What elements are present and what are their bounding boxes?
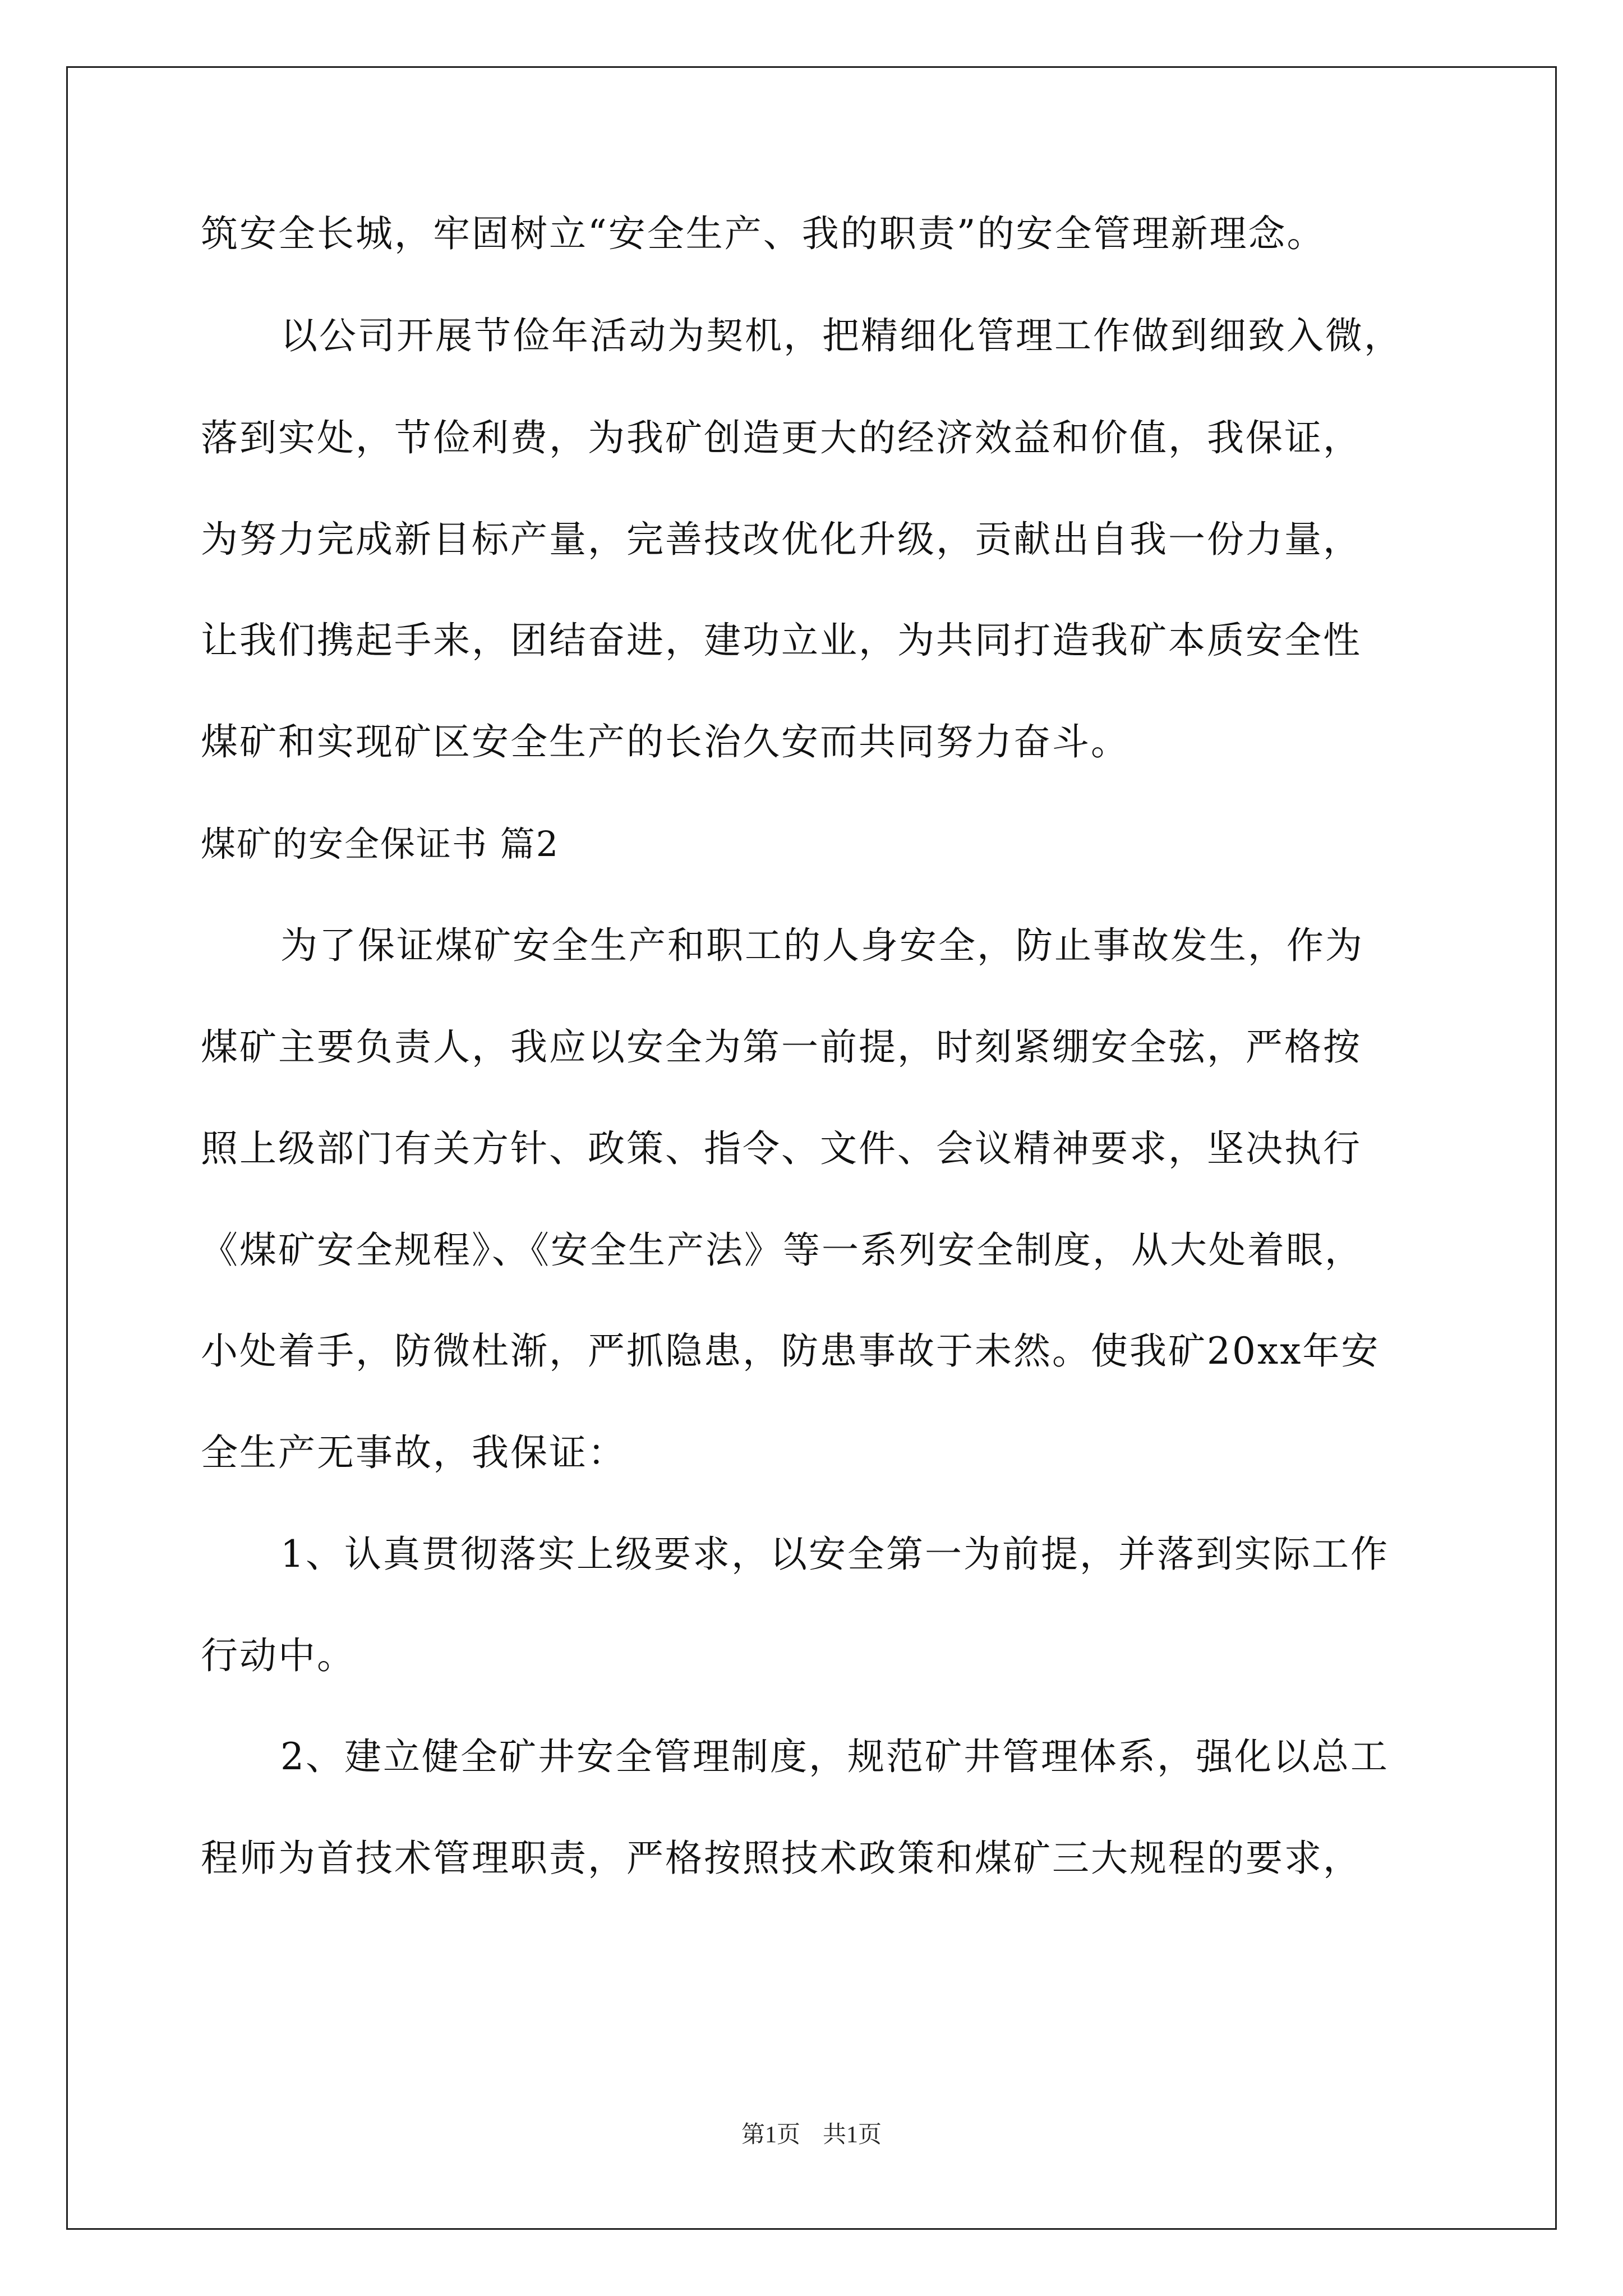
page-number-total: 共1页 [823, 2122, 882, 2148]
body-text-line: 为了保证煤矿安全生产和职工的人身安全，防止事故发生，作为 [280, 924, 1364, 967]
body-text-line: 小处着手，防微杜渐，严抓隐患，防患事故于未然。使我矿20xx年安 [201, 1329, 1380, 1373]
body-text-line: 让我们携起手来，团结奋进，建功立业，为共同打造我矿本质安全性 [201, 619, 1362, 662]
page-footer [0, 2119, 1623, 2151]
body-text-line: 煤矿和实现矿区安全生产的长治久安而共同努力奋斗。 [201, 720, 1129, 763]
body-text-line: 煤矿主要负责人，我应以安全为第一前提，时刻紧绷安全弦，严格按 [201, 1025, 1362, 1069]
body-text-line: 筑安全长城，牢固树立“安全生产、我的职责”的安全管理新理念。 [201, 212, 1326, 255]
body-text-line: 《煤矿安全规程》、《安全生产法》等一系列安全制度，从大处着眼， [201, 1228, 1363, 1272]
body-text-line: 照上级部门有关方针、政策、指令、文件、会议精神要求，坚决执行 [201, 1127, 1362, 1170]
body-text-line: 2、建立健全矿井安全管理制度，规范矿井管理体系，强化以总工 [280, 1735, 1389, 1778]
body-text-line: 为努力完成新目标产量，完善技改优化升级，贡献出自我一份力量， [201, 518, 1362, 561]
body-text-line: 落到实处，节俭利费，为我矿创造更大的经济效益和价值，我保证， [201, 416, 1362, 459]
body-text-line: 程师为首技术管理职责，严格按照技术政策和煤矿三大规程的要求， [201, 1837, 1362, 1880]
section-heading: 煤矿的安全保证书 篇2 [201, 823, 560, 864]
body-text-line: 1、认真贯彻落实上级要求，以安全第一为前提，并落到实际工作 [280, 1533, 1389, 1576]
body-text-line: 以公司开展节俭年活动为契机，把精细化管理工作做到细致入微， [280, 314, 1403, 357]
page-number-current: 第1页 [741, 2122, 800, 2148]
body-text-line: 全生产无事故，我保证： [201, 1431, 626, 1474]
body-text-line: 行动中。 [201, 1634, 356, 1677]
